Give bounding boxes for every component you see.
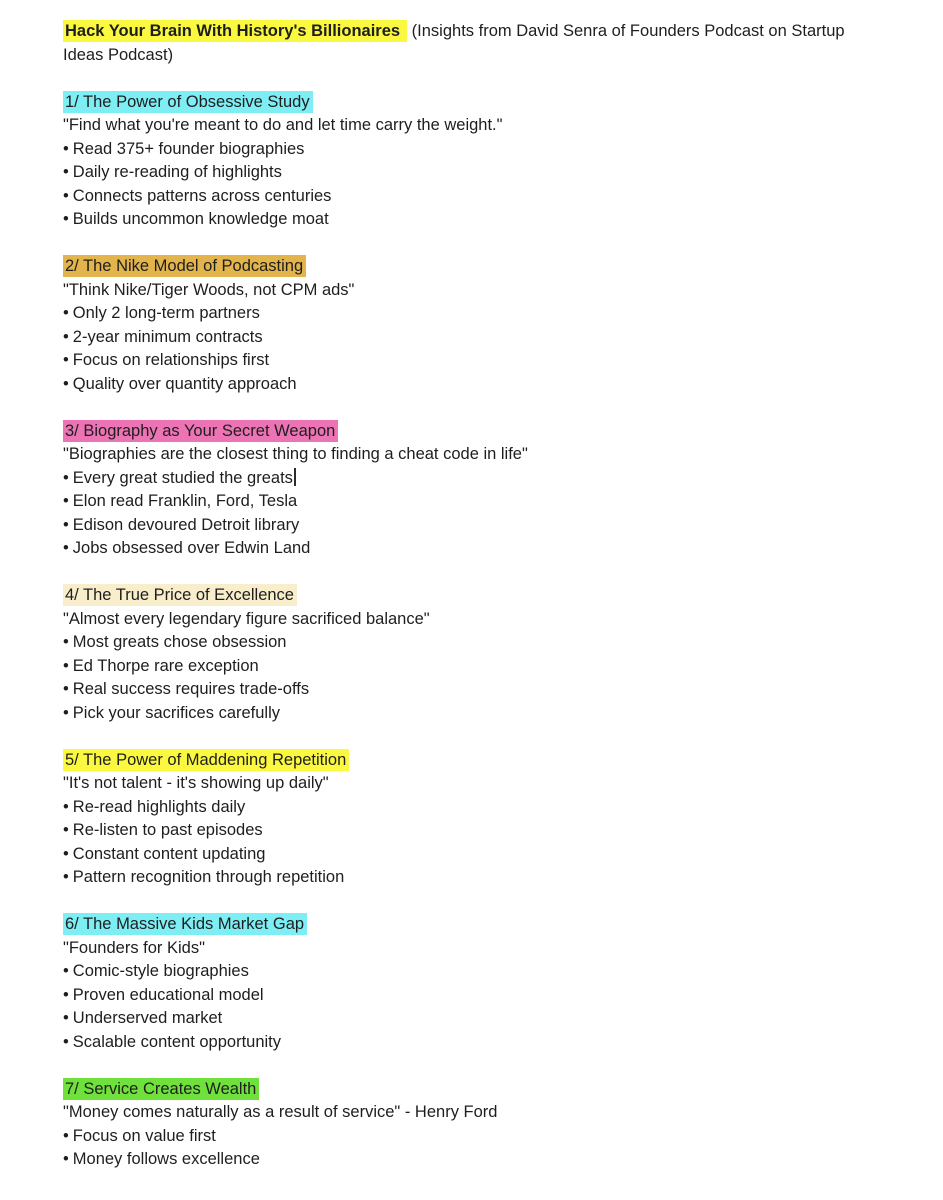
bullet-item [63,349,863,373]
section-heading-line [63,749,863,773]
section-heading: 7/ Service Creates Wealth [63,1078,259,1100]
bullet-icon: • [63,468,69,487]
bullet-icon: • [63,797,69,816]
bullet-text: Pattern recognition through repetition [72,868,345,886]
bullet-item [63,1125,863,1149]
bullet-item [63,185,863,209]
bullet-text: Pick your sacrifices carefully [72,703,281,722]
section-heading-line [63,420,863,444]
bullet-item [63,467,863,491]
content-section [63,420,863,561]
bullet-text: Real success requires trade-offs [72,680,310,698]
bullet-icon: • [63,844,69,863]
bullet-icon: • [63,680,69,698]
bullet-icon: • [63,515,69,534]
bullet-icon: • [63,163,69,181]
bullet-item [63,302,863,326]
bullet-text: Builds uncommon knowledge moat [72,210,329,228]
bullet-item [63,678,863,702]
bullet-icon: • [63,139,69,158]
bullet-item [63,490,863,514]
bullet-text: Edison devoured Detroit library [72,515,300,534]
bullet-text: Read 375+ founder biographies [72,139,305,158]
bullet-item [63,208,863,232]
bullet-text: Ed Thorpe rare exception [72,656,259,675]
bullet-text: Constant content updating [72,844,266,863]
bullet-icon: • [63,186,69,205]
bullet-text: Re-read highlights daily [72,797,246,816]
bullet-item [63,631,863,655]
bullet-item [63,702,863,726]
section-heading: 1/ The Power of Obsessive Study [63,91,313,113]
document-title-highlighted: Hack Your Brain With History's Billionaires [63,20,407,42]
bullet-text: Re-listen to past episodes [72,821,263,839]
bullet-text: Quality over quantity approach [72,374,297,393]
document-body[interactable] [63,20,863,1172]
bullet-item [63,819,863,843]
bullet-text: Every great studied the greats [72,468,293,487]
bullet-item [63,1148,863,1172]
bullet-icon: • [63,327,69,346]
text-cursor [294,468,296,486]
bullet-item [63,537,863,561]
bullet-text: Focus on value first [72,1126,216,1145]
section-quote: "Money comes naturally as a result of service" - Henry Ford [63,1103,498,1121]
bullet-text: Money follows excellence [72,1150,260,1168]
bullet-text: Focus on relationships first [72,351,270,369]
sections-container [63,91,863,1172]
section-heading-line [63,584,863,608]
section-heading: 2/ The Nike Model of Podcasting [63,255,306,277]
content-section [63,255,863,396]
bullet-icon: • [63,1009,69,1027]
bullet-icon: • [63,633,69,651]
bullet-icon: • [63,351,69,369]
bullet-icon: • [63,1126,69,1145]
content-section [63,91,863,232]
bullet-text: Daily re-reading of highlights [72,163,282,181]
bullet-item [63,1007,863,1031]
section-quote: "Find what you're meant to do and let time carry the weight." [63,116,503,134]
bullet-item [63,984,863,1008]
document-title-line [63,20,863,67]
section-heading: 4/ The True Price of Excellence [63,584,297,606]
bullet-text: Connects patterns across centuries [72,186,332,205]
bullet-item [63,655,863,679]
content-section [63,1078,863,1172]
content-section [63,584,863,725]
bullet-icon: • [63,868,69,886]
section-quote: "Founders for Kids" [63,938,205,957]
bullet-item [63,960,863,984]
bullet-item [63,1031,863,1055]
section-heading: 3/ Biography as Your Secret Weapon [63,420,338,442]
bullet-icon: • [63,1032,69,1051]
bullet-icon: • [63,962,69,980]
bullet-item [63,138,863,162]
bullet-icon: • [63,985,69,1004]
section-heading-line [63,255,863,279]
bullet-icon: • [63,374,69,393]
bullet-text: Jobs obsessed over Edwin Land [72,539,311,557]
bullet-icon: • [63,492,69,510]
bullet-icon: • [63,656,69,675]
bullet-text: Proven educational model [72,985,264,1004]
section-quote: "Almost every legendary figure sacrificed balance" [63,609,430,628]
bullet-item [63,796,863,820]
section-quote: "Biographies are the closest thing to finding a cheat code in life" [63,445,528,463]
bullet-icon: • [63,539,69,557]
bullet-icon: • [63,1150,69,1168]
section-heading: 6/ The Massive Kids Market Gap [63,913,307,935]
bullet-icon: • [63,210,69,228]
bullet-text: Elon read Franklin, Ford, Tesla [72,492,298,510]
bullet-icon: • [63,703,69,722]
bullet-icon: • [63,821,69,839]
section-heading-line [63,91,863,115]
section-quote: "It's not talent - it's showing up daily" [63,774,329,792]
bullet-text: Most greats chose obsession [72,633,287,651]
content-section [63,749,863,890]
bullet-icon: • [63,304,69,322]
section-heading-line [63,913,863,937]
section-heading: 5/ The Power of Maddening Repetition [63,749,349,771]
bullet-item [63,866,863,890]
bullet-item [63,326,863,350]
document-title-suffix: (Insights from David Senra of Founders Podcast on Startup Ideas Podcast) [63,22,845,64]
bullet-item [63,514,863,538]
section-quote: "Think Nike/Tiger Woods, not CPM ads" [63,280,355,299]
section-heading-line [63,1078,863,1102]
content-section [63,913,863,1054]
bullet-item [63,843,863,867]
bullet-text: Scalable content opportunity [72,1032,282,1051]
bullet-text: Comic-style biographies [72,962,249,980]
bullet-text: Only 2 long-term partners [72,304,260,322]
bullet-text: 2-year minimum contracts [72,327,263,346]
bullet-text: Underserved market [72,1009,223,1027]
bullet-item [63,373,863,397]
bullet-item [63,161,863,185]
